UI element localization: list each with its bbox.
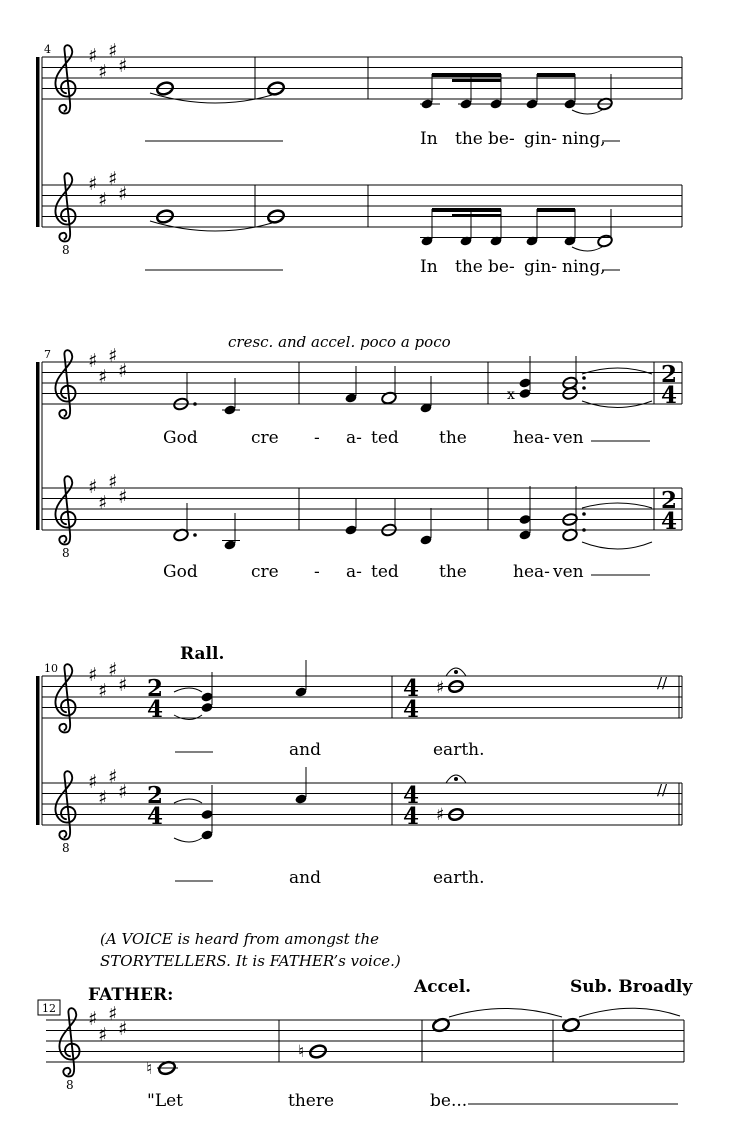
svg-text:4: 4 [147,696,164,723]
lyrics [420,129,620,149]
notes [174,660,466,720]
svg-text:♯: ♯ [98,366,108,388]
time-signature [147,675,163,723]
system-bracket [36,676,40,825]
measure-number: 12 [42,1002,56,1015]
svg-text:4: 4 [147,803,164,830]
lyric: ven [553,428,584,448]
staff-lines [42,57,682,99]
svg-text:♮: ♮ [298,1042,305,1062]
lyric: hea- [513,428,550,448]
staff-lines [42,185,682,227]
lyric: God [163,562,198,582]
svg-text:♯: ♯ [108,1003,118,1025]
system-bracket [36,57,40,227]
lyric: the [455,129,483,149]
measure-number: 7 [44,348,51,361]
lyric: God [163,428,198,448]
svg-text:♯: ♯ [118,183,128,205]
svg-text:♯: ♯ [88,771,98,793]
svg-text://: // [657,781,668,799]
svg-text:2: 2 [147,782,164,809]
lyric: ted [371,428,399,448]
tempo-marking: Sub. Broadly [570,977,693,997]
lyric: hea- [513,562,550,582]
notes [150,73,613,114]
svg-text:8: 8 [66,1078,74,1092]
system-bracket [36,362,40,530]
svg-text:8: 8 [62,841,70,855]
svg-text:♯: ♯ [108,345,118,367]
svg-text:♯: ♯ [108,471,118,493]
stage-direction: STORYTELLERS. It is FATHER’s voice.) [100,952,401,970]
svg-text:4: 4 [403,696,420,723]
measure-number: 10 [44,662,58,675]
lyric: ning, [562,257,606,277]
system-2 [36,333,682,582]
svg-text:♯: ♯ [436,678,445,698]
svg-text:♯: ♯ [118,674,128,696]
lyric: In [420,129,438,149]
lyric: gin- [524,257,558,277]
key-signature [88,766,127,809]
lyric: a- [346,562,362,582]
lyric: be... [430,1091,468,1111]
tempo-marking: Rall. [180,644,225,664]
lyric: cre [251,562,279,582]
notes [146,1008,680,1079]
lyric: gin- [524,129,558,149]
expression-marking: cresc. and accel. poco a poco [228,333,451,351]
lyric: a- [346,428,362,448]
treble-8-clef-icon [55,771,75,839]
svg-text:♯: ♯ [436,805,445,825]
lyrics [163,562,650,582]
treble-clef-icon [55,45,75,113]
lyric: ted [371,562,399,582]
treble-8-clef-icon [59,1008,79,1076]
system-4 [38,930,693,1111]
lyric: - [314,562,320,582]
lyrics [163,428,650,448]
svg-text:♯: ♯ [98,492,108,514]
svg-text:8: 8 [62,546,70,560]
lyrics [289,868,485,888]
lyric: be- [488,257,515,277]
svg-text:8: 8 [62,243,70,257]
treble-8-clef-icon [55,173,75,241]
tempo-marking: Accel. [414,977,472,997]
svg-text:♯: ♯ [98,189,108,211]
staff-lines [42,783,682,825]
lyric: cre [251,428,279,448]
svg-text:♯: ♯ [118,55,128,77]
svg-text:2: 2 [661,487,678,514]
svg-text:2: 2 [147,675,164,702]
svg-text://: // [657,674,668,692]
svg-text:♯: ♯ [88,173,98,195]
notes [173,356,652,416]
lyric: there [288,1091,335,1111]
svg-text:♯: ♯ [108,659,118,681]
treble-clef-icon [55,664,75,732]
notes [150,208,613,251]
lyric: ven [553,562,584,582]
key-signature [88,471,127,514]
staff-lines [46,1020,684,1062]
measure-number: 4 [44,43,51,56]
svg-text:♯: ♯ [118,1018,128,1040]
svg-text:♯: ♯ [98,680,108,702]
svg-text:♯: ♯ [118,781,128,803]
lyric: the [455,257,483,277]
svg-text:2: 2 [661,361,678,388]
time-signature [147,782,163,830]
lyrics [147,1091,678,1111]
svg-text:♮: ♮ [146,1059,153,1079]
key-signature [88,40,127,83]
time-signature [661,361,677,409]
svg-text:4: 4 [661,508,678,535]
lyric: earth. [433,740,485,760]
lyrics [420,257,620,277]
treble-clef-icon [55,350,75,418]
lyric: - [314,428,320,448]
svg-text:4: 4 [403,803,420,830]
svg-text:x: x [507,387,515,403]
svg-text:♯: ♯ [108,40,118,62]
lyric: and [289,868,321,888]
staff-lines [42,488,682,530]
svg-text:♯: ♯ [98,787,108,809]
time-signature [403,782,419,830]
key-signature [88,168,127,211]
svg-text:♯: ♯ [88,476,98,498]
svg-text:♯: ♯ [88,350,98,372]
svg-text:♯: ♯ [118,360,128,382]
time-signature [403,675,419,723]
svg-text:♯: ♯ [88,664,98,686]
svg-text:♯: ♯ [88,1008,98,1030]
svg-text:♯: ♯ [108,766,118,788]
svg-text:♯: ♯ [98,61,108,83]
lyric: In [420,257,438,277]
staff-lines [42,676,682,718]
notes [173,486,652,551]
system-3 [36,644,682,888]
treble-8-clef-icon [55,476,75,544]
lyric: ning, [562,129,606,149]
lyric: earth. [433,868,485,888]
svg-text:4: 4 [403,675,420,702]
svg-text:♯: ♯ [108,168,118,190]
staff-lines [42,362,682,404]
character-name: FATHER: [88,985,174,1005]
svg-text:4: 4 [403,782,420,809]
lyric: be- [488,129,515,149]
stage-direction: (A VOICE is heard from amongst the [100,930,379,948]
lyrics [289,740,485,760]
key-signature [88,345,127,388]
lyric: the [439,562,467,582]
lyric: the [439,428,467,448]
key-signature [88,1003,127,1046]
svg-text:♯: ♯ [98,1024,108,1046]
system-1 [36,40,682,277]
svg-text:♯: ♯ [118,486,128,508]
time-signature [661,487,677,535]
svg-text:4: 4 [661,382,678,409]
lyric: and [289,740,321,760]
key-signature [88,659,127,702]
lyric: "Let [147,1091,184,1111]
svg-text:♯: ♯ [88,45,98,67]
